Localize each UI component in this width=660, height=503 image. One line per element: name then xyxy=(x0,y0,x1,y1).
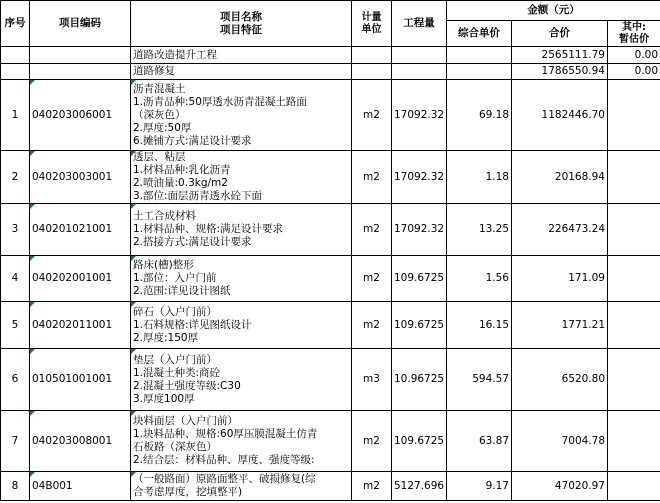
header-row-1 xyxy=(1,1,660,21)
cell-seq: 3 xyxy=(1,204,30,256)
col-header-provisional xyxy=(608,21,660,47)
cell-provisional: 0.00 xyxy=(608,47,660,64)
cell-unit xyxy=(352,64,392,80)
cell-unit-price: 1.18 xyxy=(447,151,512,204)
cell-marker-icon xyxy=(131,204,136,209)
cell-qty: 10.96725 xyxy=(392,349,447,411)
cell-unit-price: 13.25 xyxy=(447,204,512,256)
cell-marker-icon xyxy=(131,349,136,354)
cell-total: 1771.21 xyxy=(512,302,608,349)
table-row xyxy=(1,411,660,472)
cell-total: 47020.97 xyxy=(512,472,608,501)
col-header-provisional-line2: 暂估价 xyxy=(619,33,650,45)
cell-unit xyxy=(352,47,392,64)
cell-marker-icon xyxy=(30,349,35,354)
cell-qty: 109.6725 xyxy=(392,302,447,349)
cell-name-features: 垫层（入户门前） 1.混凝土种类:商砼 2.混凝土强度等级:C30 3.厚度100厚 xyxy=(131,349,352,411)
cell-name-features: 路床(槽)整形 1.部位：入户门前 2.范围:详见设计图纸 xyxy=(131,256,352,302)
cell-code: 040203008001 xyxy=(30,411,131,472)
cell-name-features: 道路改造提升工程 xyxy=(131,47,352,64)
cell-code: 040202011001 xyxy=(30,302,131,349)
cell-marker-icon xyxy=(30,151,35,156)
cell-provisional xyxy=(608,151,660,204)
cell-name-features: 道路修复 xyxy=(131,64,352,80)
col-header-unit-line2: 单位 xyxy=(361,23,382,35)
cell-name-features: 透层、粘层 1.材料品种:乳化沥青 2.喷油量:0.3kg/m2 3.部位:面层沥青透水砼下面 xyxy=(131,151,352,204)
cell-total: 226473.24 xyxy=(512,204,608,256)
cell-provisional xyxy=(608,256,660,302)
col-header-amount-group: 金额（元） xyxy=(447,1,660,21)
table-row xyxy=(1,151,660,204)
cell-unit-price: 594.57 xyxy=(447,349,512,411)
cell-seq: 8 xyxy=(1,472,30,501)
cell-qty: 5127.696 xyxy=(392,472,447,501)
col-header-total: 合价 xyxy=(512,21,608,47)
table-body xyxy=(1,47,660,501)
col-header-qty: 工程量 xyxy=(392,1,447,47)
cell-total: 171.09 xyxy=(512,256,608,302)
cell-unit: m3 xyxy=(352,349,392,411)
cell-seq: 7 xyxy=(1,411,30,472)
cell-code: 04B001 xyxy=(30,472,131,501)
cell-unit: m2 xyxy=(352,204,392,256)
cell-provisional xyxy=(608,204,660,256)
cell-unit-price xyxy=(447,47,512,64)
col-header-code: 项目编码 xyxy=(30,1,131,47)
cell-provisional: 0.00 xyxy=(608,64,660,80)
cell-marker-icon xyxy=(131,411,136,416)
cell-marker-icon xyxy=(131,472,136,477)
cell-provisional xyxy=(608,80,660,151)
cell-marker-icon xyxy=(30,204,35,209)
col-header-unit xyxy=(352,1,392,47)
cell-total: 6520.80 xyxy=(512,349,608,411)
cell-seq: 5 xyxy=(1,302,30,349)
cell-marker-icon xyxy=(30,472,35,477)
cell-unit-price xyxy=(447,64,512,80)
cell-qty xyxy=(392,64,447,80)
table-row xyxy=(1,256,660,302)
cell-code xyxy=(30,64,131,80)
col-header-unit-price: 综合单价 xyxy=(447,21,512,47)
cell-marker-icon xyxy=(30,411,35,416)
cell-marker-icon xyxy=(131,80,136,85)
cell-name-features: 碎石（入户门前） 1.石料规格:详见图纸设计 2.厚度:150厚 xyxy=(131,302,352,349)
cell-total: 1182446.70 xyxy=(512,80,608,151)
cell-provisional xyxy=(608,349,660,411)
cell-total: 2565111.79 xyxy=(512,47,608,64)
table-row xyxy=(1,472,660,501)
cell-marker-icon xyxy=(131,256,136,261)
cell-code: 040202001001 xyxy=(30,256,131,302)
col-header-name-line1: 项目名称 xyxy=(220,10,262,23)
cell-marker-icon xyxy=(30,256,35,261)
cell-seq xyxy=(1,47,30,64)
cell-qty: 109.6725 xyxy=(392,411,447,472)
cell-name-features: 土工合成材料 1.材料品种、规格:满足设计要求 2.搭接方式:满足设计要求 xyxy=(131,204,352,256)
col-header-unit-line1: 计量 xyxy=(361,11,382,23)
cell-unit-price: 9.17 xyxy=(447,472,512,501)
cell-code xyxy=(30,47,131,64)
table-row xyxy=(1,302,660,349)
cell-provisional xyxy=(608,472,660,501)
cell-seq xyxy=(1,64,30,80)
cell-unit: m2 xyxy=(352,302,392,349)
cell-name-features: 沥青混凝土 1.沥青品种:50厚透水沥青混凝土路面 （深灰色） 2.厚度:50厚 6.摊铺方式:满足设计要求 xyxy=(131,80,352,151)
cell-qty: 17092.32 xyxy=(392,80,447,151)
cell-unit: m2 xyxy=(352,472,392,501)
col-header-name-line2: 项目特征 xyxy=(220,23,262,36)
table-row xyxy=(1,204,660,256)
cell-total: 1786550.94 xyxy=(512,64,608,80)
cell-provisional xyxy=(608,302,660,349)
cell-unit-price: 63.87 xyxy=(447,411,512,472)
cell-qty: 17092.32 xyxy=(392,151,447,204)
cell-total: 7004.78 xyxy=(512,411,608,472)
cell-qty: 109.6725 xyxy=(392,256,447,302)
cell-seq: 6 xyxy=(1,349,30,411)
cell-unit-price: 1.56 xyxy=(447,256,512,302)
cell-provisional xyxy=(608,411,660,472)
cell-unit: m2 xyxy=(352,256,392,302)
cell-name-features: （一般路面）原路面整平、破损修复(综 合考虑厚度，挖填整平) xyxy=(131,472,352,501)
cell-unit: m2 xyxy=(352,151,392,204)
cell-marker-icon xyxy=(131,151,136,156)
table-row xyxy=(1,47,660,64)
cell-unit-price: 69.18 xyxy=(447,80,512,151)
col-header-seq: 序号 xyxy=(1,1,30,47)
cell-code: 010501001001 xyxy=(30,349,131,411)
col-header-name xyxy=(131,1,352,47)
table-row xyxy=(1,349,660,411)
col-header-provisional-line1: 其中: xyxy=(622,21,647,33)
cell-seq: 1 xyxy=(1,80,30,151)
cell-code: 040203006001 xyxy=(30,80,131,151)
cell-seq: 4 xyxy=(1,256,30,302)
cell-qty xyxy=(392,47,447,64)
cell-unit: m2 xyxy=(352,411,392,472)
cell-unit-price: 16.15 xyxy=(447,302,512,349)
cell-qty: 17092.32 xyxy=(392,204,447,256)
cell-seq: 2 xyxy=(1,151,30,204)
cell-code: 040203003001 xyxy=(30,151,131,204)
table-row xyxy=(1,80,660,151)
cell-marker-icon xyxy=(131,302,136,307)
table-row xyxy=(1,64,660,80)
cell-name-features: 块料面层（入户门前） 1.块料品种、规格:60厚压膜混凝土仿青 石板路（深灰色） 2.结合层：材料品种、厚度、强度等级: xyxy=(131,411,352,472)
cell-marker-icon xyxy=(30,302,35,307)
cell-unit: m2 xyxy=(352,80,392,151)
cell-code: 040201021001 xyxy=(30,204,131,256)
cell-marker-icon xyxy=(30,80,35,85)
cell-total: 20168.94 xyxy=(512,151,608,204)
